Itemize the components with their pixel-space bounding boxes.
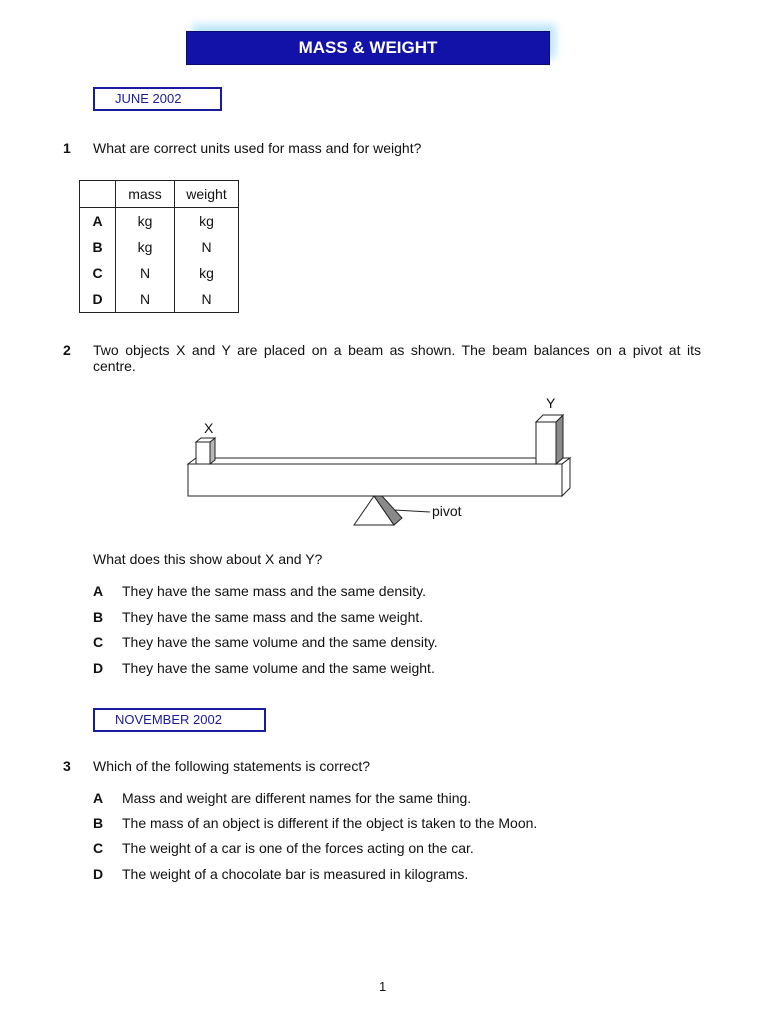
object-y-side bbox=[556, 415, 563, 464]
table-cell-weight: kg bbox=[175, 208, 239, 235]
table-cell-mass: kg bbox=[116, 208, 175, 235]
option-text: Mass and weight are different names for the same thing. bbox=[122, 790, 472, 806]
table-row-letter: A bbox=[80, 208, 116, 235]
option-letter: B bbox=[93, 815, 104, 831]
option-text: The mass of an object is different if the object is taken to the Moon. bbox=[122, 815, 538, 831]
option-letter: B bbox=[93, 609, 104, 625]
question-2-number: 2 bbox=[63, 342, 71, 358]
question-2-text-line-2: centre. bbox=[93, 358, 136, 374]
question-3-text: Which of the following statements is correct? bbox=[93, 758, 371, 774]
table-header-weight: weight bbox=[175, 181, 239, 208]
table-row bbox=[80, 260, 239, 286]
option-letter: D bbox=[93, 866, 104, 882]
pivot-leader-line bbox=[394, 510, 430, 512]
table-cell-weight: N bbox=[175, 286, 239, 313]
table-cell-mass: N bbox=[116, 286, 175, 313]
table-row-letter: C bbox=[80, 260, 116, 286]
units-table bbox=[79, 180, 239, 313]
option-text: The weight of a car is one of the forces acting on the car. bbox=[122, 840, 474, 856]
question-3-number: 3 bbox=[63, 758, 71, 774]
beam-balance-diagram bbox=[180, 392, 600, 532]
page-number: 1 bbox=[379, 979, 387, 994]
option-text: They have the same mass and the same weight. bbox=[122, 609, 424, 625]
option-letter: C bbox=[93, 634, 104, 650]
question-1-text: What are correct units used for mass and for weight? bbox=[93, 140, 422, 156]
table-row bbox=[80, 234, 239, 260]
table-row bbox=[80, 208, 239, 235]
label-y: Y bbox=[546, 395, 556, 411]
table-cell-mass: kg bbox=[116, 234, 175, 260]
table-cell-weight: N bbox=[175, 234, 239, 260]
object-y bbox=[536, 422, 556, 464]
units-table-header-row bbox=[80, 181, 239, 208]
beam-top-face bbox=[188, 458, 570, 464]
section-label-november-2002: NOVEMBER 2002 bbox=[93, 708, 266, 732]
table-row bbox=[80, 286, 239, 313]
option-letter: A bbox=[93, 790, 104, 806]
table-cell-weight: kg bbox=[175, 260, 239, 286]
option-letter: C bbox=[93, 840, 104, 856]
label-pivot: pivot bbox=[432, 503, 462, 519]
section-label-june-2002: JUNE 2002 bbox=[93, 87, 222, 111]
page-title: MASS & WEIGHT bbox=[186, 31, 550, 65]
beam-end-face bbox=[562, 458, 570, 496]
object-x bbox=[196, 442, 210, 464]
table-cell-mass: N bbox=[116, 260, 175, 286]
table-header-mass: mass bbox=[116, 181, 175, 208]
question-1-number: 1 bbox=[63, 140, 71, 156]
table-row-letter: D bbox=[80, 286, 116, 313]
question-2-prompt: What does this show about X and Y? bbox=[93, 551, 323, 567]
table-row-letter: B bbox=[80, 234, 116, 260]
label-x: X bbox=[204, 420, 214, 436]
option-text: They have the same mass and the same density. bbox=[122, 583, 427, 599]
option-text: They have the same volume and the same density. bbox=[122, 634, 438, 650]
beam-front-face bbox=[188, 464, 562, 496]
option-letter: A bbox=[93, 583, 104, 599]
option-text: The weight of a chocolate bar is measured in kilograms. bbox=[122, 866, 469, 882]
option-letter: D bbox=[93, 660, 104, 676]
question-2-text-line-1: Two objects X and Y are placed on a beam as shown. The beam balances on a pivot at its bbox=[93, 342, 701, 358]
table-header-blank bbox=[80, 181, 116, 208]
option-text: They have the same volume and the same weight. bbox=[122, 660, 435, 676]
